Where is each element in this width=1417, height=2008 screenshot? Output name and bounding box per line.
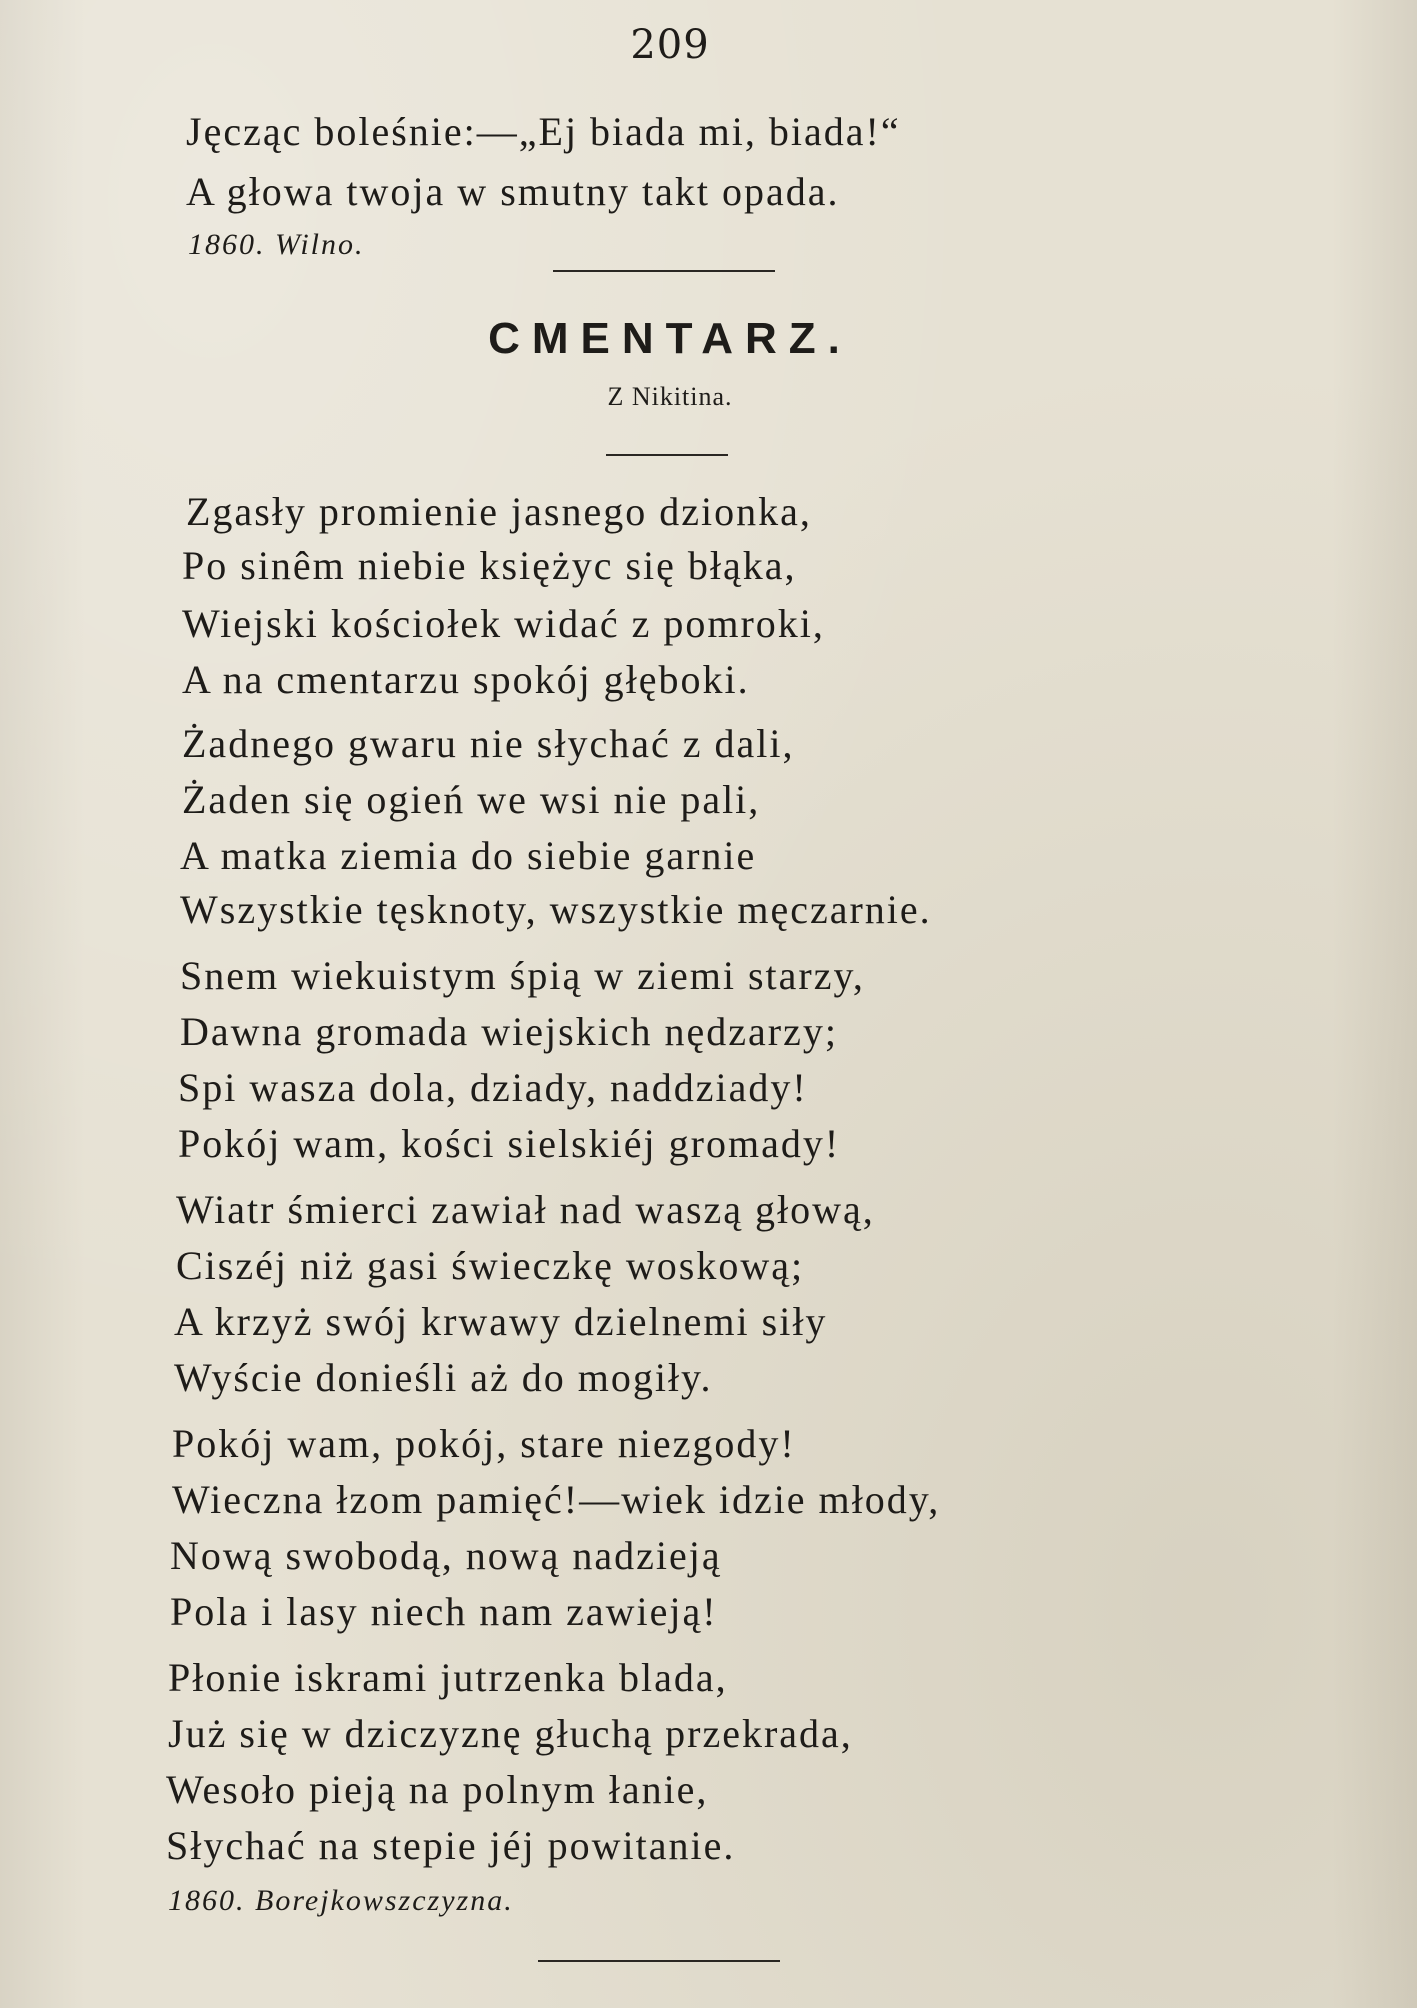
poem-line: Płonie iskrami jutrzenka blada,: [168, 1655, 728, 1700]
poem-line: Ciszéj niż gasi świeczkę woskową;: [176, 1243, 805, 1288]
poem-line: A matka ziemia do siebie garnie: [180, 833, 757, 878]
poem-line: Spi wasza dola, dziady, naddziady!: [178, 1065, 808, 1110]
poem-line: Dawna gromada wiejskich nędzarzy;: [180, 1009, 838, 1054]
previous-poem-dateline: 1860. Wilno.: [188, 228, 365, 261]
poem-line: Nową swobodą, nową nadzieją: [170, 1533, 722, 1578]
previous-poem-line: A głowa twoja w smutny takt opada.: [186, 169, 840, 214]
poem-line: Słychać na stepie jéj powitanie.: [166, 1823, 736, 1868]
previous-poem-line: Jęcząc boleśnie:—„Ej biada mi, biada!“: [186, 109, 901, 154]
poem-line: A krzyż swój krwawy dzielnemi siły: [174, 1299, 828, 1344]
end-divider: [538, 1960, 780, 1962]
poem-line: Pola i lasy niech nam zawieją!: [170, 1589, 718, 1634]
poem-line: Snem wiekuistym śpią w ziemi starzy,: [180, 953, 865, 998]
poem-line: Pokój wam, kości sielskiéj gromady!: [178, 1121, 841, 1166]
poem-line: Żadnego gwaru nie słychać z dali,: [182, 721, 795, 766]
poem-line: Pokój wam, pokój, stare niezgody!: [172, 1421, 796, 1466]
poem-line: Wieczna łzom pamięć!—wiek idzie młody,: [172, 1477, 941, 1522]
poem-line: Wszystkie tęsknoty, wszystkie męczarnie.: [180, 887, 932, 932]
poem-dateline: 1860. Borejkowszczyzna.: [168, 1884, 514, 1917]
poem-subtitle: Z Nikitina.: [607, 382, 733, 411]
poem-title: CMENTARZ.: [488, 314, 852, 363]
section-divider: [553, 270, 775, 272]
poem-line: Wiejski kościołek widać z pomroki,: [182, 601, 825, 646]
poem-line: Wesoło pieją na polnym łanie,: [166, 1767, 709, 1812]
poem-line: Zgasły promienie jasnego dzionka,: [186, 489, 812, 534]
poem-line: A na cmentarzu spokój głęboki.: [182, 657, 750, 702]
poem-line: Już się w dziczyznę głuchą przekrada,: [168, 1711, 853, 1756]
poem-line: Wiatr śmierci zawiał nad waszą głową,: [176, 1187, 875, 1232]
page-number: 209: [630, 22, 710, 68]
poem-line: Żaden się ogień we wsi nie pali,: [182, 777, 761, 822]
title-divider: [606, 454, 728, 456]
poem-line: Wyście donieśli aż do mogiły.: [174, 1355, 713, 1400]
poem-line: Po sinêm niebie księżyc się błąka,: [182, 543, 797, 588]
